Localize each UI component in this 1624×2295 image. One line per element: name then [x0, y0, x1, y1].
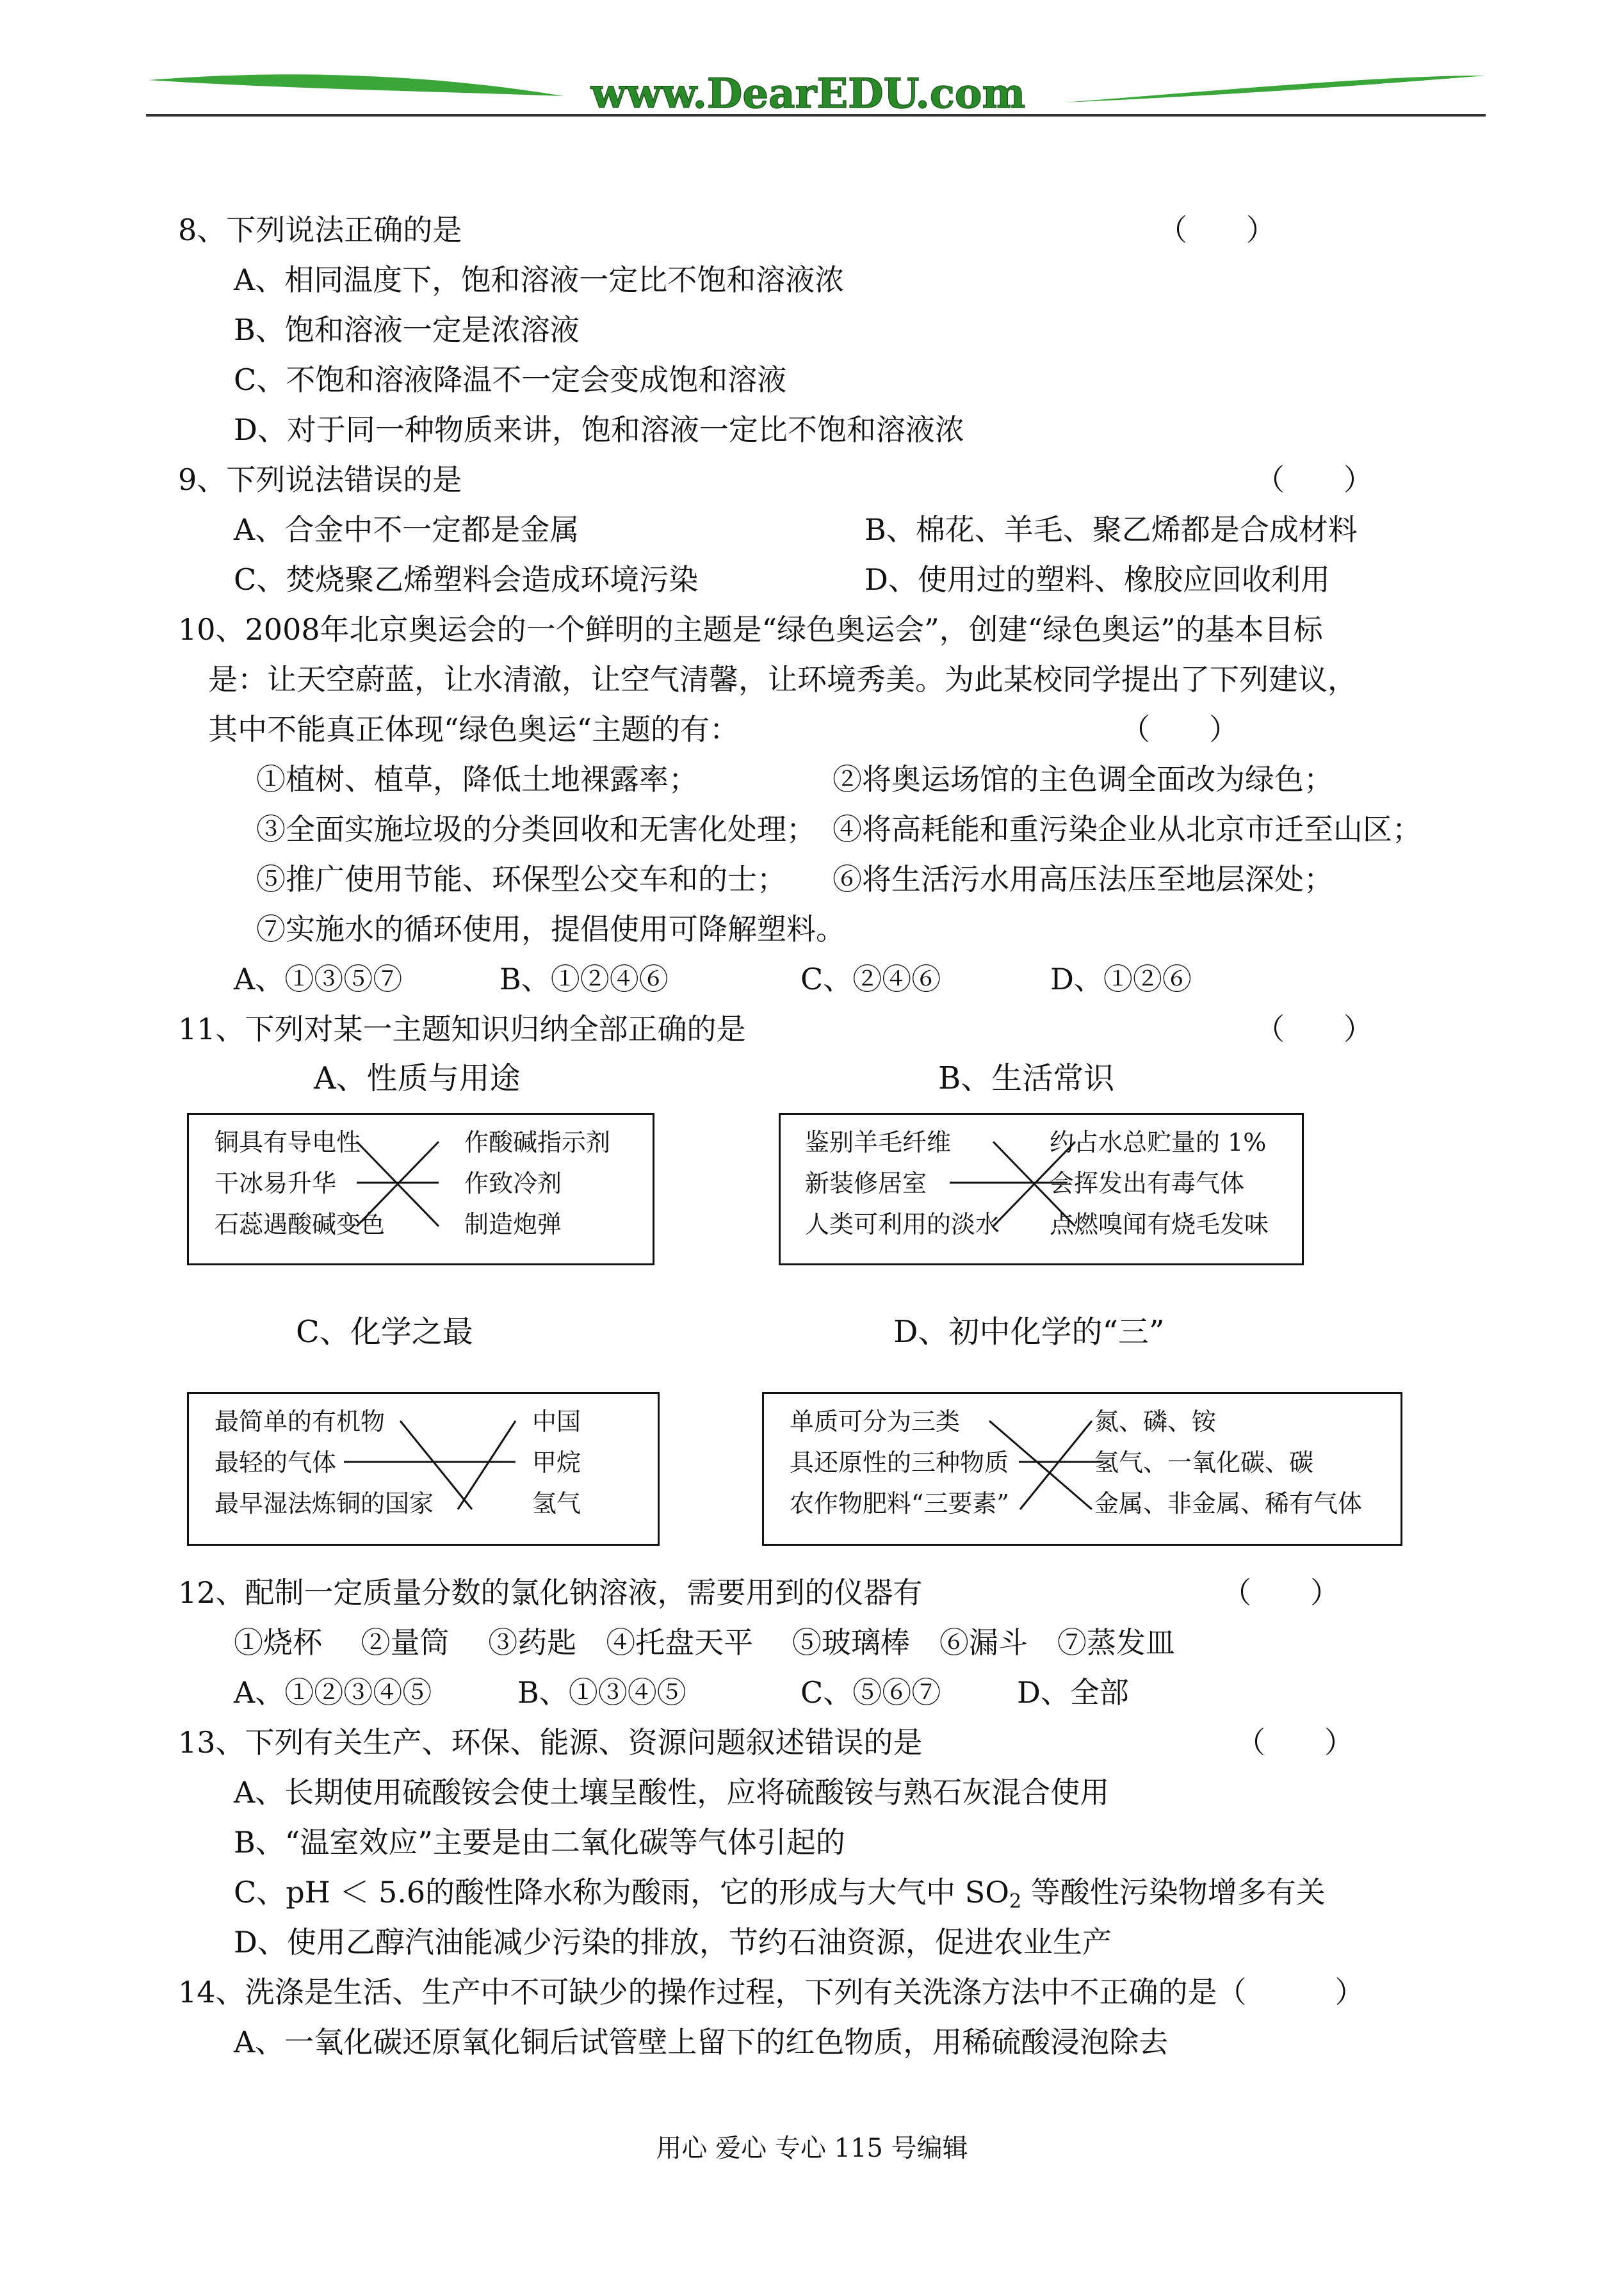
green-swoosh-right	[1063, 76, 1486, 102]
q12-option-b: B、①③④⑤	[517, 1675, 686, 1710]
q8-option-c: C、不饱和溶液降温不一定会变成饱和溶液	[234, 362, 787, 397]
q13-option-c-text-end: 等酸性污染物增多有关	[1021, 1875, 1326, 1910]
q11-box-b-left-1: 鉴别羊毛纤维	[805, 1128, 952, 1156]
q9-option-a: A、合金中不一定都是金属	[234, 512, 580, 547]
q11-box-b-label: B、生活常识	[938, 1060, 1115, 1096]
q11-box-b-right-3: 点燃嗅闻有烧毛发味	[1050, 1210, 1269, 1238]
q8-option-a: A、相同温度下，饱和溶液一定比不饱和溶液浓	[234, 263, 845, 297]
q10-stem-line3: 其中不能真正体现“绿色奥运“主题的有：	[208, 712, 740, 747]
q10-item-4: ④将高耗能和重污染企业从北京市迁至山区；	[832, 812, 1422, 847]
q13-option-c-text: C、pH ＜ 5.6的酸性降水称为酸雨，它的形成与大气中 SO	[234, 1875, 1010, 1910]
q12-option-a: A、①②③④⑤	[234, 1675, 432, 1710]
q9-option-d: D、使用过的塑料、橡胶应回收利用	[865, 562, 1330, 597]
green-swoosh-left	[149, 74, 564, 96]
q11-box-d-label: D、初中化学的“三”	[893, 1314, 1165, 1350]
q10-item-6: ⑥将生活污水用高压法压至地层深处；	[832, 862, 1333, 896]
q11-box-a-right-3: 制造炮弹	[464, 1210, 562, 1238]
q11-box-b-left-2: 新装修居室	[805, 1169, 927, 1197]
q11-box-c-right-3: 氢气	[532, 1489, 581, 1518]
q8-answer-bracket: （ ）	[1158, 213, 1276, 247]
q14-option-a: A、一氧化碳还原氧化铜后试管壁上留下的红色物质，用稀硫酸浸泡除去	[234, 2025, 1169, 2059]
q10-option-a: A、①③⑤⑦	[234, 962, 403, 996]
q11-box-a-left-1: 铜具有导电性	[215, 1128, 361, 1156]
q12-option-c: C、⑤⑥⑦	[800, 1675, 941, 1710]
q13-option-b: B、“温室效应”主要是由二氧化碳等气体引起的	[234, 1825, 845, 1860]
q13-option-c	[234, 1874, 1326, 1911]
q10-item-2: ②将奥运场馆的主色调全面改为绿色；	[832, 762, 1333, 797]
page-footer: 用心 爱心 专心 115 号编辑	[656, 2134, 968, 2163]
q11-box-c-left-2: 最轻的气体	[215, 1448, 337, 1477]
q8-option-b: B、饱和溶液一定是浓溶液	[234, 312, 580, 347]
q11-box-a	[187, 1113, 654, 1265]
q10-option-b: B、①②④⑥	[499, 962, 669, 996]
q11-box-a-label: A、性质与用途	[314, 1060, 521, 1096]
q8-stem: 8、下列说法正确的是	[178, 213, 462, 247]
q10-stem-line1: 10、2008年北京奥运会的一个鲜明的主题是“绿色奥运会”，创建“绿色奥运”的基本目标	[178, 612, 1323, 647]
q9-option-b: B、棉花、羊毛、聚乙烯都是合成材料	[865, 512, 1358, 547]
q11-stem: 11、下列对某一主题知识归纳全部正确的是	[178, 1012, 746, 1046]
q10-item-3: ③全面实施垃圾的分类回收和无害化处理；	[256, 812, 816, 847]
q11-box-d-left-3: 农作物肥料“三要素”	[790, 1489, 1009, 1518]
q11-box-b-left-3: 人类可利用的淡水	[805, 1210, 1000, 1238]
q11-box-b-right-2: 会挥发出有毒气体	[1050, 1169, 1245, 1197]
q11-box-c-right-1: 中国	[532, 1407, 581, 1436]
q13-answer-bracket: （ ）	[1236, 1725, 1354, 1760]
q11-box-d	[762, 1392, 1402, 1546]
q8-option-d: D、对于同一种物质来讲，饱和溶液一定比不饱和溶液浓	[234, 412, 964, 447]
q9-answer-bracket: （ ）	[1255, 462, 1373, 497]
q12-answer-bracket: （ ）	[1222, 1575, 1340, 1610]
q10-item-5: ⑤推广使用节能、环保型公交车和的士；	[256, 862, 786, 896]
q11-box-d-right-1: 氮、磷、铵	[1094, 1407, 1217, 1436]
q12-stem: 12、配制一定质量分数的氯化钠溶液，需要用到的仪器有	[178, 1575, 923, 1610]
q10-answer-bracket: （ ）	[1121, 712, 1238, 747]
header-banner	[0, 0, 1624, 128]
q11-box-c-left-3: 最早湿法炼铜的国家	[215, 1489, 434, 1518]
q11-box-d-left-1: 单质可分为三类	[790, 1407, 961, 1436]
q11-box-d-right-2: 氢气、一氧化碳、碳	[1094, 1448, 1314, 1477]
q14-stem: 14、洗涤是生活、生产中不可缺少的操作过程，下列有关洗涤方法中不正确的是（ ）	[178, 1975, 1365, 2009]
q11-answer-bracket: （ ）	[1255, 1012, 1373, 1046]
q10-item-1: ①植树、植草，降低土地裸露率；	[256, 762, 698, 797]
q13-option-d: D、使用乙醇汽油能减少污染的排放，节约石油资源，促进农业生产	[234, 1925, 1112, 1959]
q10-stem-line2: 是：让天空蔚蓝，让水清澈，让空气清馨，让环境秀美。为此某校同学提出了下列建议，	[208, 662, 1357, 697]
q11-box-c-label: C、化学之最	[296, 1314, 473, 1350]
q9-option-c: C、焚烧聚乙烯塑料会造成环境污染	[234, 562, 699, 597]
q11-box-b	[779, 1113, 1304, 1265]
q11-box-a-left-2: 干冰易升华	[215, 1169, 337, 1197]
q11-box-d-left-2: 具还原性的三种物质	[790, 1448, 1009, 1477]
q10-option-c: C、②④⑥	[800, 962, 941, 996]
site-logo-text: www.DearEDU.com	[590, 70, 1026, 118]
q11-box-a-left-3: 石蕊遇酸碱变色	[215, 1210, 386, 1238]
q11-box-a-right-2: 作致冷剂	[464, 1169, 562, 1197]
q11-box-b-right-1: 约占水总贮量的 1%	[1050, 1128, 1267, 1156]
q11-box-c	[187, 1392, 660, 1546]
q11-box-d-right-3: 金属、非金属、稀有气体	[1094, 1489, 1363, 1518]
so2-subscript: 2	[1009, 1890, 1022, 1913]
q13-stem: 13、下列有关生产、环保、能源、资源问题叙述错误的是	[178, 1725, 923, 1760]
q10-item-7: ⑦实施水的循环使用，提倡使用可降解塑料。	[256, 912, 845, 946]
q11-box-c-left-1: 最简单的有机物	[215, 1407, 386, 1436]
q11-box-a-right-1: 作酸碱指示剂	[464, 1128, 611, 1156]
q13-option-a: A、长期使用硫酸铵会使土壤呈酸性，应将硫酸铵与熟石灰混合使用	[234, 1775, 1110, 1810]
q10-option-d: D、①②⑥	[1050, 962, 1192, 996]
q11-box-c-right-2: 甲烷	[532, 1448, 581, 1477]
q12-option-d: D、全部	[1017, 1675, 1129, 1710]
q12-items: ①烧杯 ②量筒 ③药匙 ④托盘天平 ⑤玻璃棒 ⑥漏斗 ⑦蒸发皿	[234, 1625, 1175, 1660]
q9-stem: 9、下列说法错误的是	[178, 462, 462, 497]
